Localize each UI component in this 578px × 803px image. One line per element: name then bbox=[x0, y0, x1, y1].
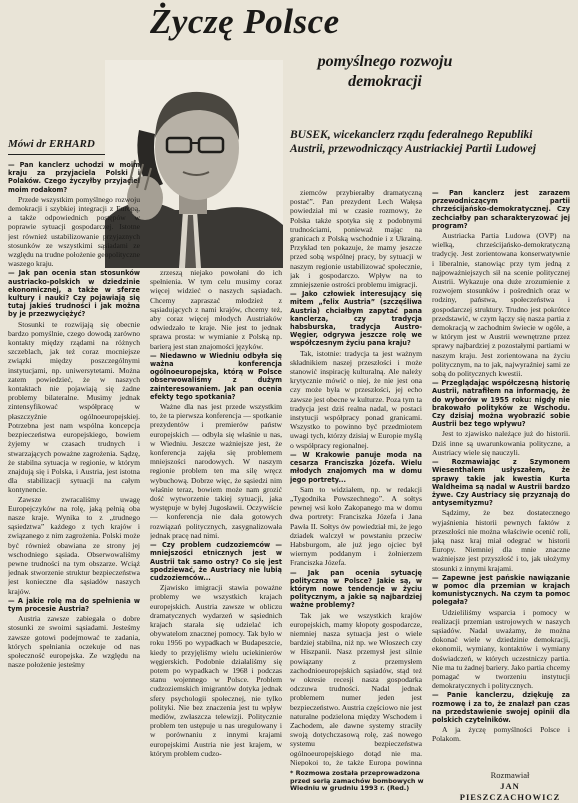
interview-answer: Zawsze zwracaliśmy uwagę Europejczyków na rolę, jaką pełnią oba nasze kraje. Wynika to z „trudnego sąsiedztwa” każdego z tych krajów i związanego z nim zagrożenia. Polski może być również obawiana ze strony jej wschodniego sąsiada. Obserwowaliśmy pewne trudności na tym obszarze. Wciąż jednak stworzenie struktur bezpieczeństwa jest konieczne dla sąsiadów naszych krajów. bbox=[8, 494, 140, 596]
interview-answer: Przede wszystkim pomyślnego rozwoju demokracji i szybkiej integracji z Europą, a także odpowiednich postępów w poprawie sytuacji gospodarczej. Istotne jest również ustabilizowanie przyjaznych stosunków ze wszystkimi sąsiadami ze względu na trudne położenie geopolityczne waszego kraju. bbox=[8, 194, 140, 269]
interview-answer: Austriacka Partia Ludowa (OVP) na wielką, chrześcijańsko-demokratyczną tradycję. Jest zorientowana konserwatywnie i liberalnie, stanowiąc przy tym jedną z najpoważniejszych sił na scenie politycznej Austrii. Wykazuje ona duże zrozumienie z rozwojem stosunków i pośrednich oraz w rodziny, państwa, społeczeństwa i gospodarczej struktury. Trudno jest pokrótce przedstawić, w czym łączy się nasza partia z demokracją w zachodnim świecie w ogóle, a w którym jest w Austrii wewnętrzne przez sprawy najbardziej z pozostałymi partiami w naszym kraju. Jest zorientowana na życiu politycznym, na to jak, najwyraźniej sami ze sobą do politycznych kwestii. bbox=[432, 231, 570, 379]
interview-answer: Ważne dla nas jest przede wszystkim to, że ta pierwsza konferencja — spotkanie prezydentów i premierów państw europejskich — odbyła się właśnie u nas, w Wiedniu. Jeszcze ważniejsze jest, że konferencja zajęła się problemem mniejszości narodowych. W naszym regionie problem ten ma silę wręcz wybuchową. Dobrze więc, że sąsiedzi nim właśnie teraz, bowiem może nam grozić dość wytworzenie takiej sytuacji, jaka występuje w byłej Jugosławii. Oczywiście — konferencja nie dała gotowych rozwiązań politycznych, zasygnalizowała jednak pracę nad nimi. bbox=[150, 402, 282, 540]
footnote: * Rozmowa została przeprowadzona przed serią zamachów bombowych w Wiedniu w grudniu 1993 r. (Red.) bbox=[290, 769, 424, 792]
interview-question: — Pan kanclerz uchodzi w moim kraju za przyjaciela Polski i Polaków. Czego życzyłby przyjaciel moim rodakom? bbox=[8, 161, 140, 194]
interview-question: — W Krakowie panuje moda na cesarza Franciszka Józefa. Wielu młodych znajomych ma w domu jego portrety... bbox=[290, 451, 422, 484]
interview-question: — Panie kanclerzu, dziękuję za rozmowę i za to, że znalazł pan czas na przedstawienie swojej opinii dla polskich czytelników. bbox=[432, 691, 570, 724]
interview-answer: Udzieliliśmy wsparcia i pomocy w realizacji przemian ustrojowych w naszych sąsiadów. Nadal uważamy, że można dokonać wiele w dziedzinie demokracji, ekonomii, wymiany, kontaktów i wymiany doświadczeń, w których uczestniczy partia. Nie ma tu żadnej bariery. Jako partia chcemy pomagać w tworzeniu instytucji demokratycznych i politycznych. bbox=[432, 607, 570, 691]
interview-question: — Czy problem cudzoziemców — mniejszości etnicznych jest w Austrii tak samo ostry? Co się jest spodziewać, że Austriacy nie lubią cudzoziemców... bbox=[150, 541, 282, 582]
article-column-1 bbox=[8, 160, 140, 768]
subheadline: pomyślnego rozwoju demokracji bbox=[317, 53, 453, 90]
interview-question: — Jako człowiek interesujący się mitem „felix Austria” (szczęśliwa Austria) chciałbym zapytać pana kanclerza, czy tradycja habsburska, tradycja Austro-Węgier, odgrywa jeszcze rolę we współczesnym życiu pana kraju? bbox=[290, 290, 422, 347]
interviewee-byline: Mówi dr ERHARD bbox=[8, 138, 95, 150]
signature-label: Rozmawiał bbox=[490, 770, 530, 780]
interview-answer: Zjawisko imigracji stawia poważne problemy we wszystkich krajach europejskich. Austria zawsze w obliczu dramatycznych wydarzeń w sąsiednich krajach starała się udzielać ich obywatelom znacznej pomocy. Tak było w roku 1956 po wypadkach w Budapeszcie, kiedy to przyjęliśmy wielu uciekinierów węgierskich. Podobnie działaliśmy się potem po wypadkach w 1968 i podczas stanu wojennego w Polsce. Problem cudzoziemskich imigrantów dotyka jednak sfery psychologii społecznej, nie tylko polityki. Nie bez znaczenia jest tu wpływ mediów, zwłaszcza telewizji. Politycznie problem ten ustępuje u nas uregulowany i w porównaniu z innymi krajami europejskimi Austria nie jest krajem, w którym problem cudzo- bbox=[150, 583, 282, 758]
interview-answer: Austria zawsze zabiegała o dobre stosunki ze swoimi sąsiadami. Jesteśmy zawsze gotowi podejmować te zadania, których spełniania oczekuje od nas społeczność europejska. Ze względu na nasze położenie jesteśmy bbox=[8, 614, 140, 670]
interview-question: — Pan kanclerz jest zarazem przewodniczącym partii chrześcijańsko-demokratycznej. Czy zechciałby pan scharakteryzować jej program? bbox=[432, 189, 570, 230]
interview-answer: Stosunki te rozwijają się obecnie bardzo pomyślnie, czego dowodą zarówno kontakty między rządami na różnych szczeblach, jak też coraz mocniejsze związki między poszczególnymi instytucjami, np. uniwersytetami. Można zatem powiedzieć, że w naszych kontaktach nie pojawiają się żadne problemy bilateralne. Musimy jednak zintensyfikować współpracę w płaszczyźnie ogólnoeuropejskiej. Potrzebna jest nam wspólna koncepcja bezpieczeństwa europejskiego, bowiem żyjemy w czasach trudnych i stwarzających poważne zagrożenia. Sądzę, że stabilna sytuacja w regionie, w którym znajdują się i Polska, i Austria, jest istotna dla stabilizacji sytuacji na całym kontynencie. bbox=[8, 319, 140, 495]
interview-question: — Rozmawiając z Szymonem Wiesenthalem usłyszałem, że sprawy takie jak kwestia Kurta Waldheima są nadal w Austrii bardzo żywe. Czy Austriacy się przyznają do antysemityzmu? bbox=[432, 458, 570, 507]
interview-answer: Sam to widziałem, np. w redakcji „Tygodnika Powszechnego”. A sołtys pewnej wsi koło Zakopanego ma w domu dwa portrety: Franciszka Józefa i Jana Pawła II. Sołtys ów powiedział mi, że jego dziadek walczył w powstaniu przeciw Habsburgom, ale już jego ojciec był wiernym poddanym i żołnierzem Franciszka Józefa. bbox=[290, 484, 422, 568]
signature bbox=[450, 770, 570, 803]
interview-question: — Przeglądając współczesną historię Austrii, natrafiłem na informację, że do wyborów w 1955 roku: nigdy nie brakowało polityków ze Wschodu. Czy dzisiaj można wyobrazić sobie Austrii bez tego wpływu? bbox=[432, 379, 570, 428]
interview-answer: Jest to zjawisko należące już do historii. Dziś inne są uwarunkowania polityczne, a Austriacy wiele się nauczyli. bbox=[432, 429, 570, 457]
article-column-4 bbox=[432, 188, 570, 766]
interview-answer: Sądzimy, że bez dostatecznego wyjaśnienia historii pewnych faktów z przeszłości nie można właściwie ocenić roli, jaką nasz kraj miał odegrać w historii Europy. Niemniej dla mnie znaczne ważniejsze jest przyszłość i to, jak ułożymy stosunki z innymi krajami. bbox=[432, 508, 570, 573]
headline: Życzę Polsce bbox=[150, 2, 340, 41]
interview-question: — Jak pan ocenia sytuację polityczną w Polsce? Jakie są, w którym nowe tendencje w życiu politycznym, a jakie są najbardziej ważne problemy? bbox=[290, 569, 422, 610]
interview-answer: zrzeszą niejako powołani do ich spełnienia. W tym celu musimy coraz więcej widzieć o naszych sąsiadach. Chcemy zapraszać młodzież z sąsiadujących z nami krajów, chcemy też, aby coraz więcej młodych Austriaków odwiedzało te kraje. Nie jest to jednak sprawa prosta: w wymianie z Polską np. barierą jest stan znajomości języków. bbox=[150, 268, 282, 351]
divider bbox=[8, 154, 105, 155]
interviewee-title: BUSEK, wicekanclerz rządu federalnego Republiki Austrii, przewodniczący Austriackiej Partii Ludowej bbox=[290, 129, 536, 155]
interview-question: — A jakie rolę ma do spełnienia w tym procesie Austria? bbox=[8, 597, 140, 613]
interview-answer: A ja życzę pomyślności Polsce i Polakom. bbox=[432, 725, 570, 744]
interview-question: — Zapewne jest pańskie nawiązanie w pomoc dla przemian w krajach komunistycznych. Na czym ta pomoc polegała? bbox=[432, 574, 570, 607]
interview-answer: Tak jak we wszystkich krajów europejskich, mamy kłopoty gospodarcze, niemniej nasza sytuacja jest o wiele bardziej stabilna, niż np. we Włoszech czy w Hiszpanii. Nasz przemysł jest silnie powiązany z przemysłem zachodnioeuropejskich sąsiadów, stąd też w okresie recesji nasza gospodarka odczuwa trudności. Nadal jednak problemem numer jeden jest bezpieczeństwo. Austria częściowo nie jest naturalne podzielona między Wschodem i Zachodem, ale dawne systemy straciły swoją dotychczasową rolę, zaś nowego systemu bezpieczeństwa ogólnoeuropejskiego dotąd nie ma. Niepokoi to, że także Europa powinna bbox=[290, 610, 422, 766]
interview-question: — Jak pan ocenia stan stosunków austriacko-polskich w dziedzinie ekonomicznej, a także w sferze kultury i nauki? Czy pojawiają się tutaj jakieś trudności i jak można by je przezwyciężyć? bbox=[8, 269, 140, 318]
interview-question: — Niedawno w Wiedniu odbyła się ważna konferencja ogólnoeuropejska, którą w Polsce obserwowaliśmy z dużym zainteresowaniem. Jak pan ocenia efekty tego spotkania? bbox=[150, 352, 282, 401]
interview-answer: ziemców przybierałby dramatyczną postać”. Pan prezydent Lech Wałęsa powiedział mi w czasie rozmowy, że Polska także spotyka się z podobnymi trudnościami, ponieważ mając na granicach z Polską wschodnie i z Ukrainą. Przykład ten pokazuje, że mamy jeszcze przed sobą wspólnej pracy, by sytuacji w naszym regionie ustabilizować społecznie, jak i gospodarczo. Wpływ na to zmniejszenie ostrości problemu imigracji. bbox=[290, 188, 422, 290]
interview-answer: Tak, istotnie: tradycja ta jest ważnym składnikiem naszej przeszłości i może stanowić inspirację kulturalną. Ale należy krytycznie mówić o niej, że nie jest ona czy może była w przeszłości, jej echo zawsze jest obecne w kulturze. Poza tym ta tradycja jest dziś realna nadal, w postaci instytucji współpracy ponad granicami. Wszystko to powinno być przedmiotem uwagi tych, którzy dzisiaj w Europie myślą o współpracy regionalnej. bbox=[290, 348, 422, 450]
article-column-2 bbox=[150, 268, 282, 768]
signature-name: JAN PIESZCZACHOWICZ bbox=[459, 781, 561, 802]
article-column-3 bbox=[290, 188, 422, 766]
